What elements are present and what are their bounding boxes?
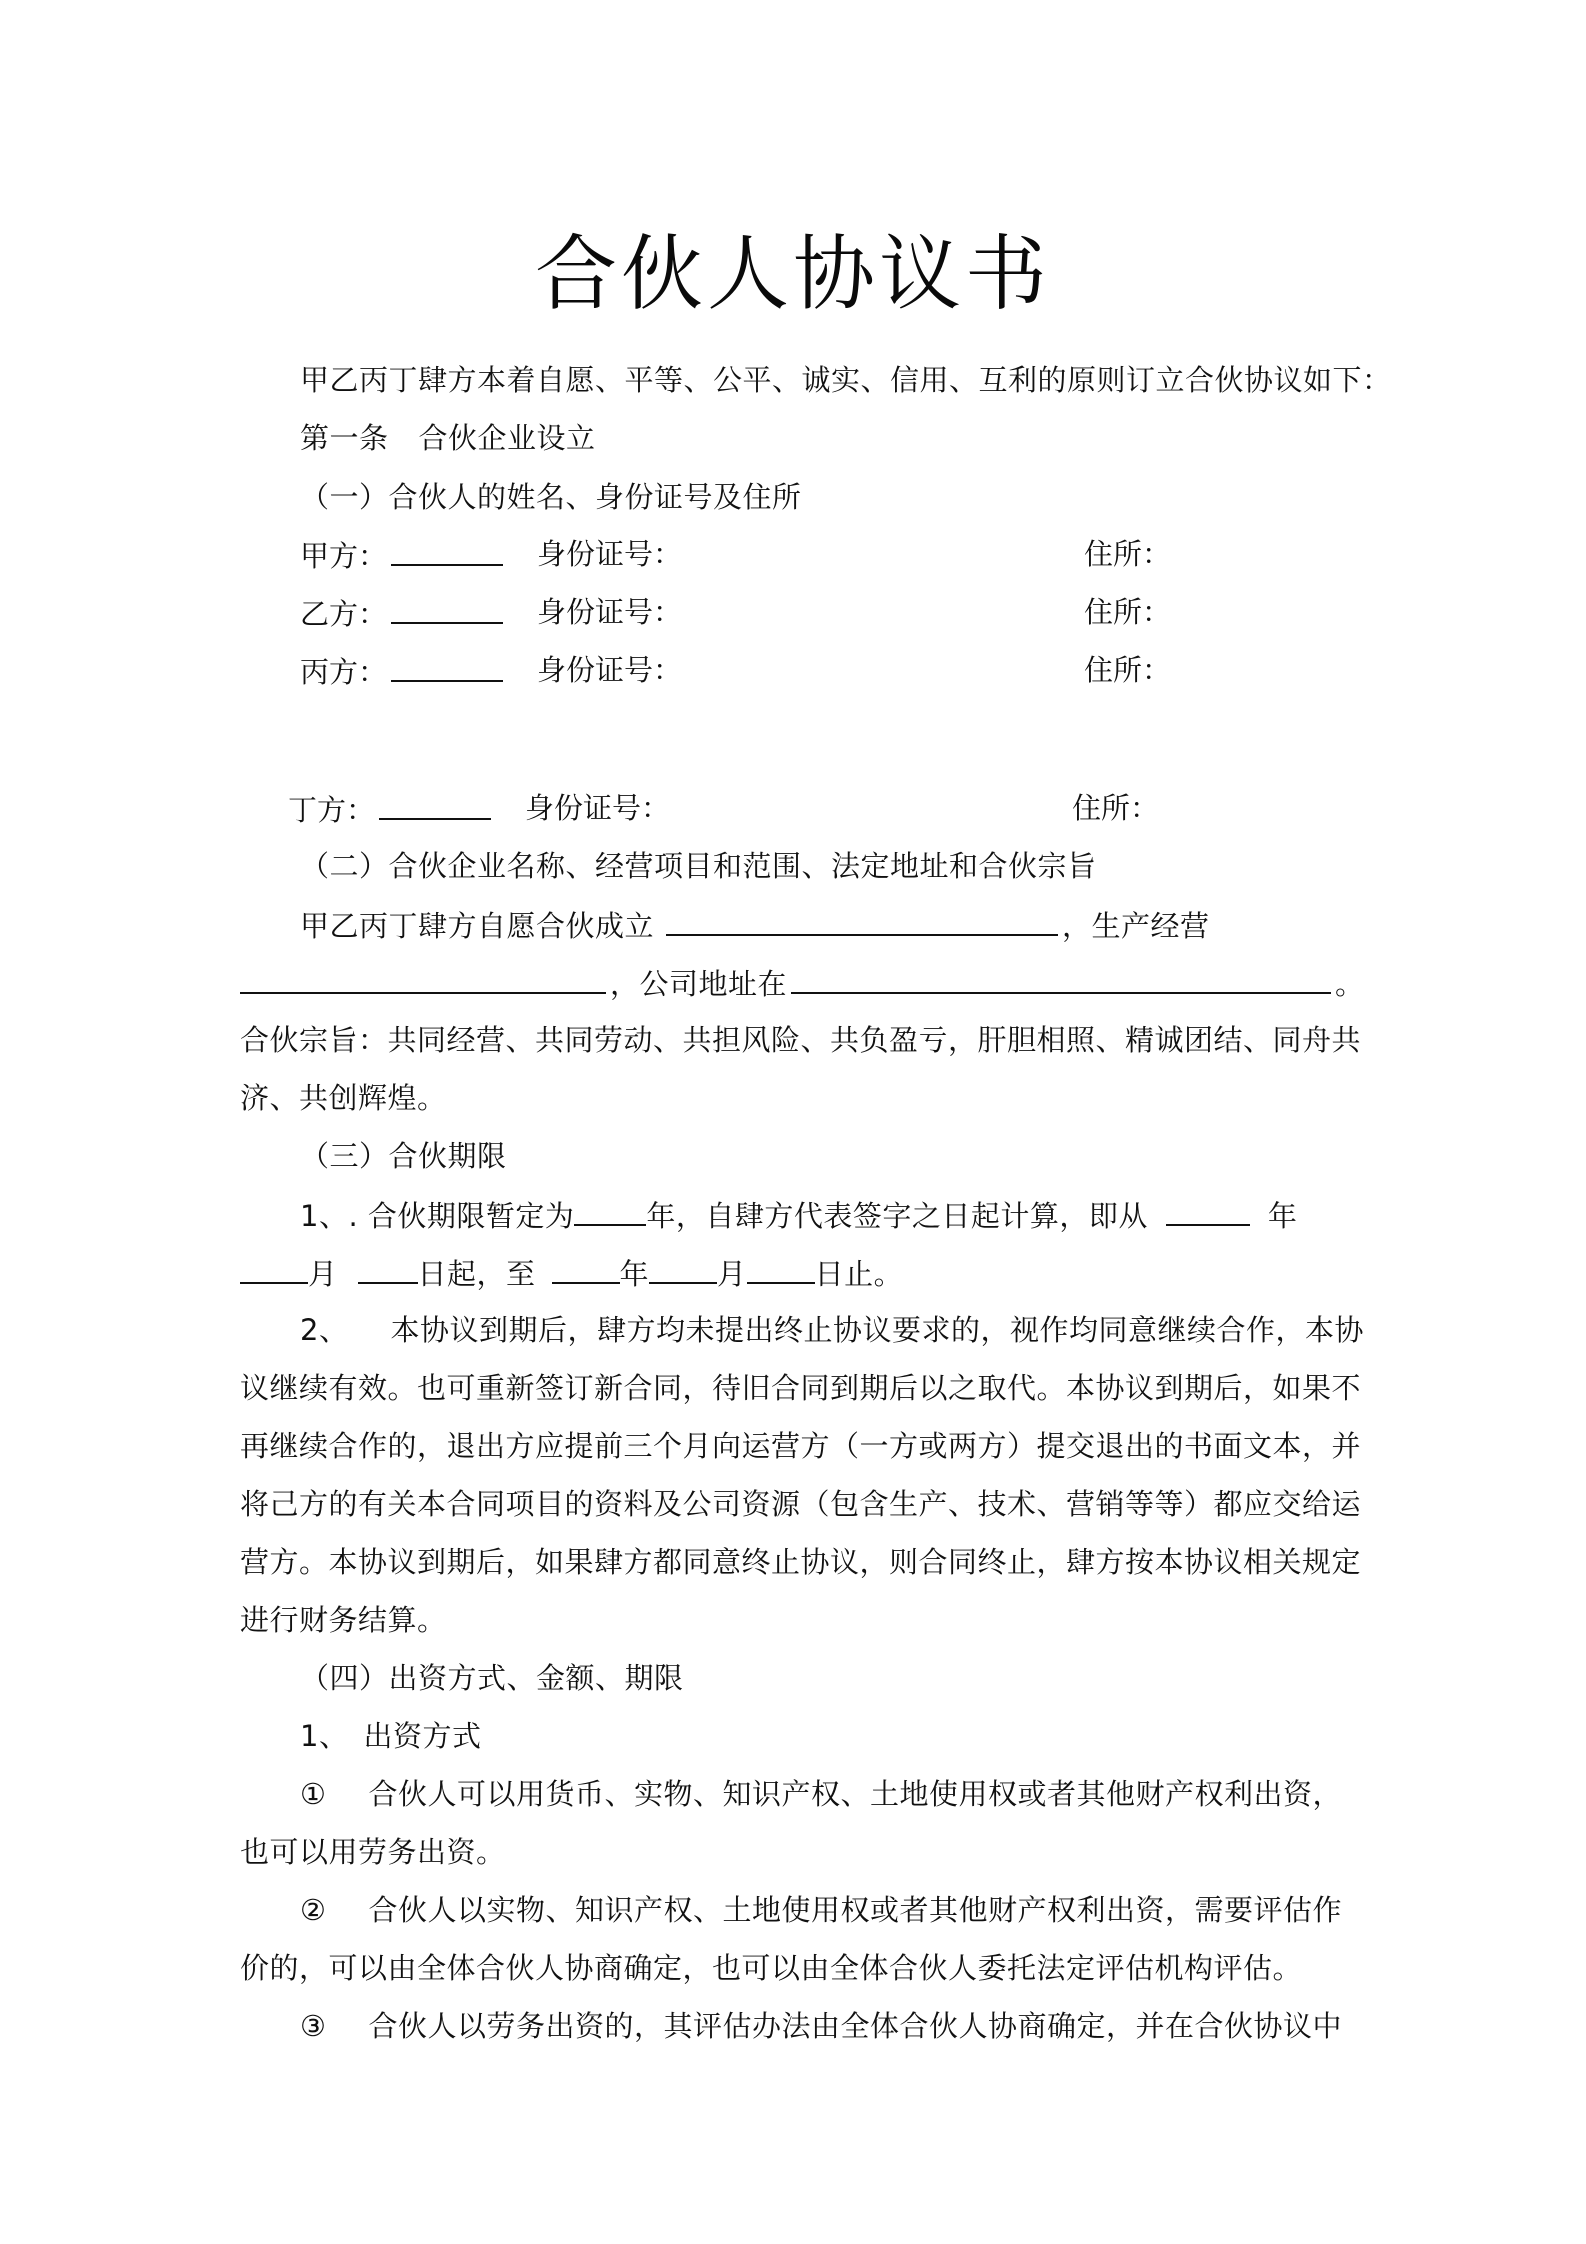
contribution-item-1-cont: 也可以用劳务出资。 (240, 1835, 506, 1869)
party-name-blank[interactable] (391, 534, 503, 566)
section3-heading: （三）合伙期限 (300, 1139, 507, 1173)
party-address-label: 住所： (1084, 537, 1172, 571)
section2-address-text: ，公司地址在 (610, 967, 788, 1001)
term-text-e: 日起，至 (417, 1257, 536, 1291)
article1-label: 第一条 (300, 421, 389, 455)
end-year-blank[interactable] (552, 1252, 620, 1284)
purpose-line-1: 合伙宗旨：共同经营、共同劳动、共担风险、共负盈亏，肝胆相照、精诚团结、同舟共 (240, 1023, 1362, 1057)
renewal-text: 本协议到期后，肆方均未提出终止协议要求的，视作均同意继续合作，本协 (390, 1313, 1364, 1347)
party-name-label: 乙方： (300, 597, 388, 631)
item-marker: ② (300, 1893, 327, 1927)
item-text: 合伙人以实物、知识产权、土地使用权或者其他财产权利出资，需要评估作 (368, 1893, 1343, 1927)
contribution-method-heading: 1、 出资方式 (300, 1719, 482, 1753)
party-row-ding (288, 788, 1388, 828)
party-row-bing (300, 650, 1400, 690)
term-text-b: 年，自肆方代表签字之日起计算，即从 (646, 1199, 1148, 1233)
section1-heading (300, 477, 802, 517)
section2-period: 。 (1335, 967, 1365, 1001)
section4-heading: （四）出资方式、金额、期限 (300, 1661, 684, 1695)
party-name-label: 甲方： (300, 539, 388, 573)
party-address-label: 住所： (1084, 653, 1172, 687)
renewal-line-1 (300, 1310, 1364, 1350)
contribution-item-1 (300, 1774, 1342, 1814)
party-id-label: 身份证号： (537, 595, 683, 629)
section2-address-line (240, 962, 1365, 1004)
party-name-blank[interactable] (379, 788, 491, 820)
business-scope-blank[interactable] (240, 962, 606, 994)
renewal-line-3: 再继续合作的，退出方应提前三个月向运营方（一方或两方）提交退出的书面文本，并 (240, 1429, 1362, 1463)
term-text-d: 月 (308, 1257, 338, 1291)
party-id-label: 身份证号： (537, 537, 683, 571)
section2-business-text: ，生产经营 (1062, 909, 1210, 943)
party-id-label: 身份证号： (537, 653, 683, 687)
item-text: 合伙人可以用货币、实物、知识产权、土地使用权或者其他财产权利出资， (368, 1777, 1343, 1811)
party-name-blank[interactable] (391, 650, 503, 682)
section2-name-text: 甲乙丙丁肆方自愿合伙成立 (300, 909, 655, 943)
item-marker: ① (300, 1777, 327, 1811)
contribution-item-3 (300, 2006, 1342, 2046)
party-row-jia (300, 534, 1400, 574)
purpose-line-2: 济、共创辉煌。 (240, 1081, 447, 1115)
company-address-blank[interactable] (791, 962, 1331, 994)
party-address-label: 住所： (1072, 791, 1160, 825)
contribution-item-2-cont: 价的，可以由全体合伙人协商确定，也可以由全体合伙人委托法定评估机构评估。 (240, 1951, 1303, 1985)
section1-label: （一） (300, 480, 389, 514)
item-text: 合伙人以劳务出资的，其评估办法由全体合伙人协商确定，并在合伙协议中 (368, 2009, 1343, 2043)
item-marker: ③ (300, 2009, 327, 2043)
renewal-line-2: 议继续有效。也可重新签订新合同，待旧合同到期后以之取代。本协议到期后，如果不 (240, 1371, 1362, 1405)
party-name-label: 丁方： (288, 793, 376, 827)
term-text-g: 月 (717, 1257, 747, 1291)
renewal-line-4: 将己方的有关本合同项目的资料及公司资源（包含生产、技术、营销等等）都应交给运 (240, 1487, 1362, 1521)
party-id-label: 身份证号： (525, 791, 671, 825)
article1-heading (300, 418, 596, 458)
party-address-label: 住所： (1084, 595, 1172, 629)
section1-title: 合伙人的姓名、身份证号及住所 (388, 480, 802, 514)
party-name-label: 丙方： (300, 655, 388, 689)
company-name-blank[interactable] (666, 904, 1058, 936)
document-title: 合伙人协议书 (534, 227, 1051, 322)
term-years-blank[interactable] (574, 1194, 646, 1226)
section2-heading: （二）合伙企业名称、经营项目和范围、法定地址和合伙宗旨 (300, 849, 1097, 883)
start-day-blank[interactable] (358, 1252, 418, 1284)
end-day-blank[interactable] (747, 1252, 815, 1284)
renewal-line-6: 进行财务结算。 (240, 1603, 447, 1637)
start-month-blank[interactable] (240, 1252, 308, 1284)
party-row-yi (300, 592, 1400, 632)
term-text-h: 日止。 (814, 1257, 904, 1291)
contribution-item-2 (300, 1890, 1342, 1930)
renewal-number: 2、 (300, 1313, 349, 1347)
party-name-blank[interactable] (391, 592, 503, 624)
end-month-blank[interactable] (649, 1252, 717, 1284)
intro-paragraph: 甲乙丙丁肆方本着自愿、平等、公平、诚实、信用、互利的原则订立合伙协议如下： (300, 363, 1392, 397)
section2-name-line (300, 904, 1210, 946)
term-line-1 (300, 1194, 1297, 1236)
renewal-line-5: 营方。本协议到期后，如果肆方都同意终止协议，则合同终止，肆方按本协议相关规定 (240, 1545, 1362, 1579)
term-text-c: 年 (1267, 1199, 1298, 1233)
term-text-a: 1、. 合伙期限暂定为 (300, 1199, 575, 1233)
term-line-2 (240, 1252, 903, 1294)
article1-title: 合伙企业设立 (418, 421, 596, 455)
term-text-f: 年 (619, 1257, 650, 1291)
start-year-blank[interactable] (1166, 1194, 1250, 1226)
